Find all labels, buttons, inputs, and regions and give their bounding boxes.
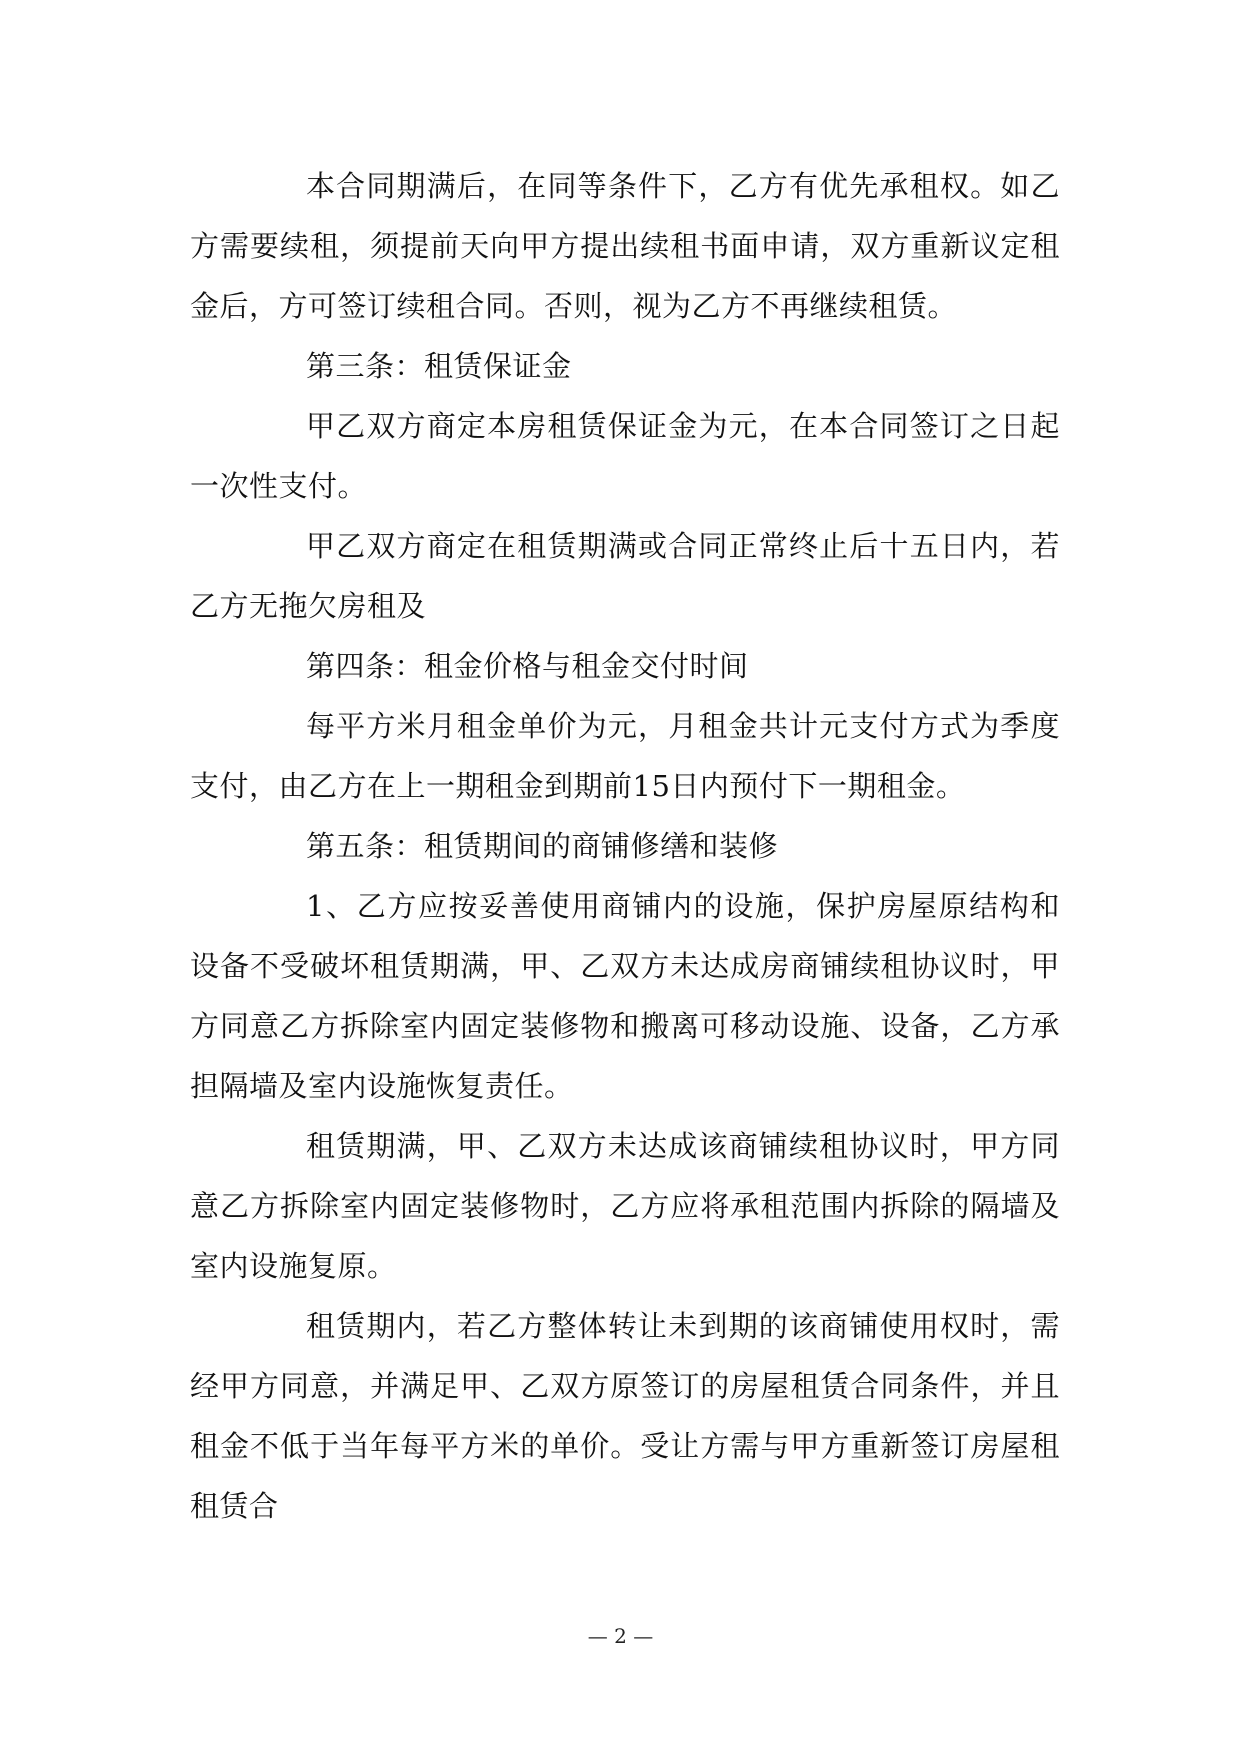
paragraph-transfer: 租赁期内，若乙方整体转让未到期的该商铺使用权时，需经甲方同意，并满足甲、乙双方原签订的房屋租赁合同条件，并且租金不低于当年每平方米的单价。受让方需与甲方重新签订房屋租租赁合 bbox=[190, 1309, 1060, 1523]
document-body bbox=[190, 156, 1060, 1536]
paragraph-rent-price: 每平方米月租金单价为元，月租金共计元支付方式为季度支付，由乙方在上一期租金到期前15日内预付下一期租金。 bbox=[190, 709, 1060, 803]
paragraph-renewal-priority: 本合同期满后，在同等条件下，乙方有优先承租权。如乙方需要续租，须提前天向甲方提出续租书面申请，双方重新议定租金后，方可签订续租合同。否则，视为乙方不再继续租赁。 bbox=[190, 169, 1060, 323]
article-3-heading: 第三条：租赁保证金 bbox=[306, 349, 572, 383]
article-5-heading: 第五条：租赁期间的商铺修缮和装修 bbox=[306, 829, 779, 863]
paragraph-restoration: 租赁期满，甲、乙双方未达成该商铺续租协议时，甲方同意乙方拆除室内固定装修物时，乙方应将承租范围内拆除的隔墙及室内设施复原。 bbox=[190, 1129, 1060, 1283]
paragraph-deposit-refund: 甲乙双方商定在租赁期满或合同正常终止后十五日内，若乙方无拖欠房租及 bbox=[190, 529, 1060, 623]
paragraph-deposit-amount: 甲乙双方商定本房租赁保证金为元，在本合同签订之日起一次性支付。 bbox=[190, 409, 1060, 503]
page-number: — 2 — bbox=[587, 1624, 654, 1648]
article-4-heading: 第四条：租金价格与租金交付时间 bbox=[306, 649, 749, 683]
paragraph-clause-5-1: 1、乙方应按妥善使用商铺内的设施，保护房屋原结构和设备不受破坏租赁期满，甲、乙双方未达成房商铺续租协议时，甲方同意乙方拆除室内固定装修物和搬离可移动设施、设备，乙方承担隔墙及室内设施恢复责任。 bbox=[190, 889, 1060, 1103]
